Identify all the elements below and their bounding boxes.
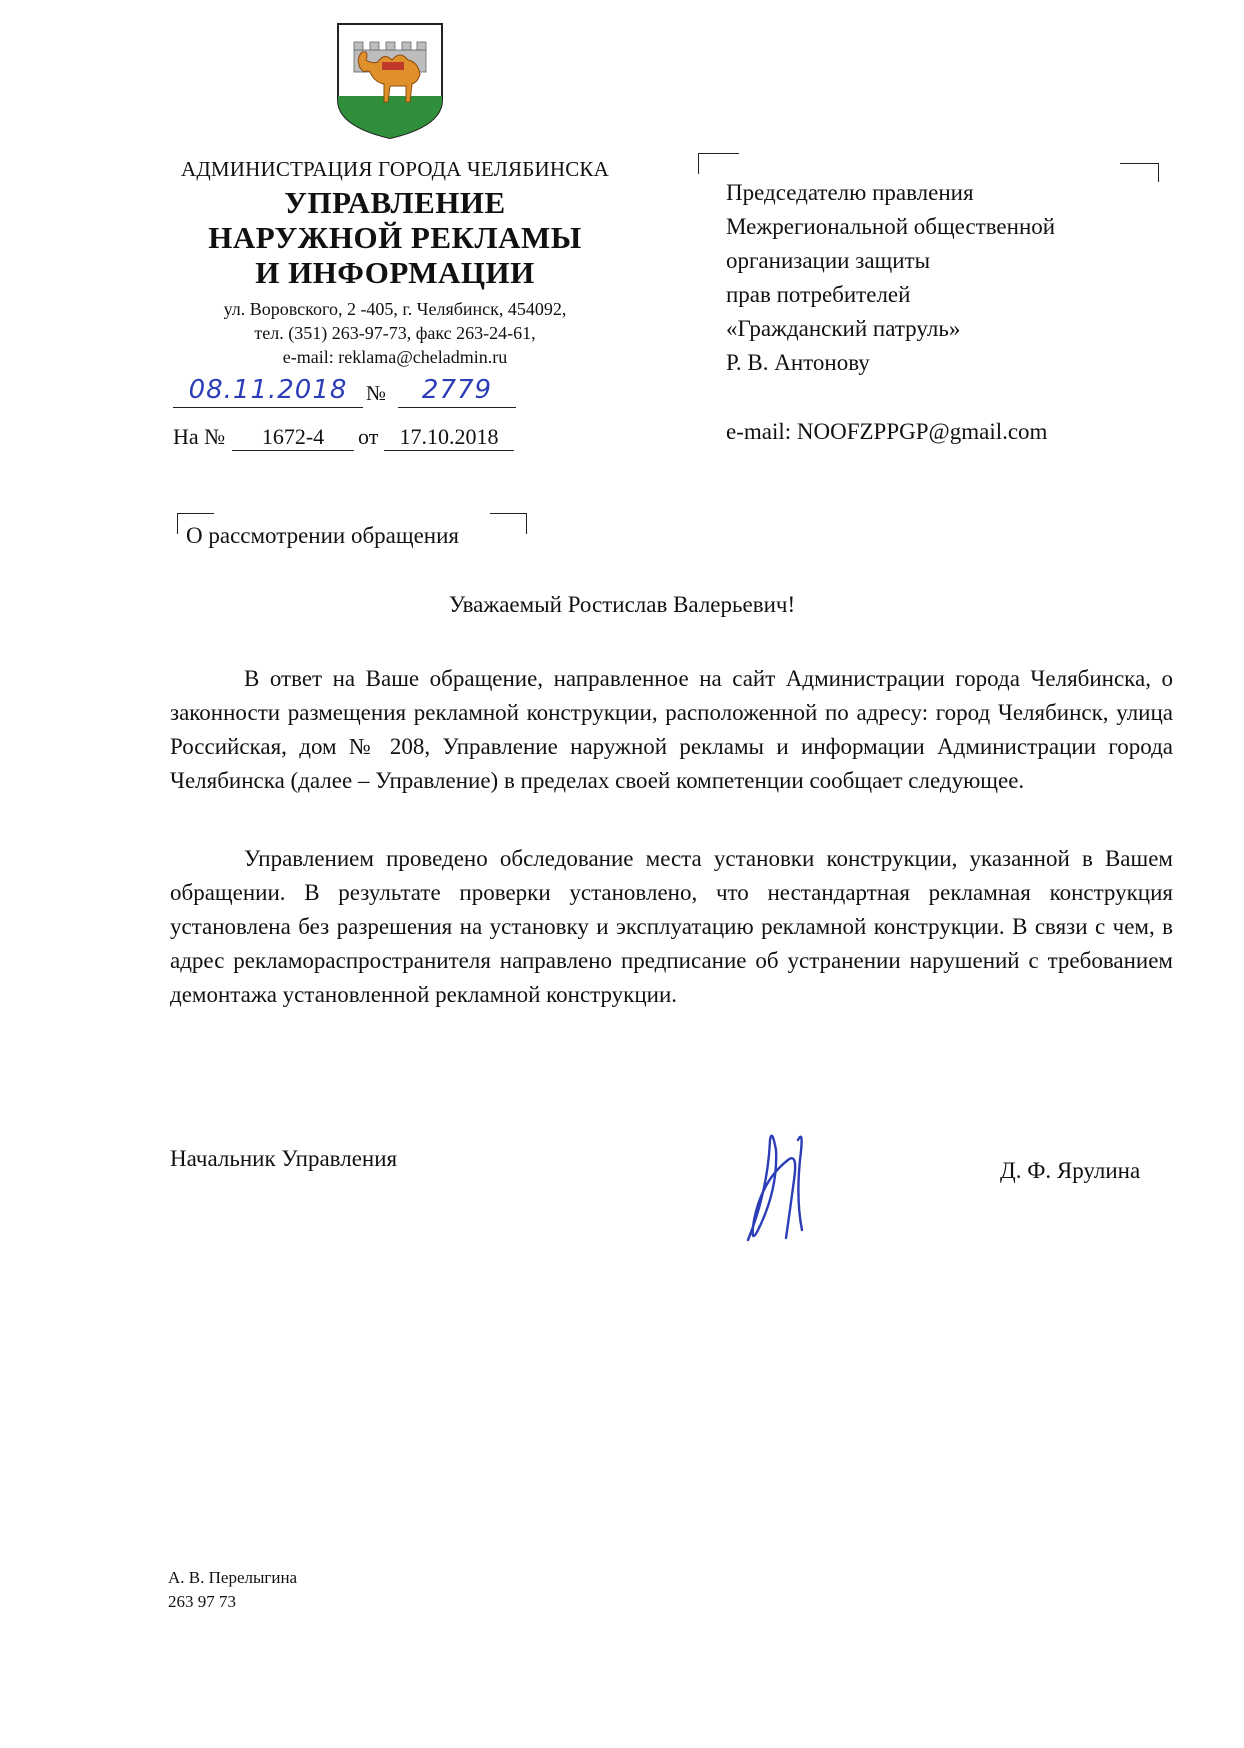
recipient-corner-mark-right <box>1120 163 1159 182</box>
letter-subject: О рассмотрении обращения <box>186 523 459 548</box>
recipient-email: e-mail: NOOFZPPGP@gmail.com <box>726 419 1048 444</box>
recipient-name: Р. В. Антонову <box>726 350 870 375</box>
executor-info <box>168 1566 297 1614</box>
department-name-line-3: И ИНФОРМАЦИИ <box>255 255 535 290</box>
address-line: ул. Воровского, 2 -405, г. Челябинск, 454092, <box>223 299 567 319</box>
body-paragraph: Управлением проведено обследование места установки конструкции, указанной в Вашем обращении. В результате проверки установлено, что нестандартная рекламная конструкция установлена без разрешения на установку и эксплуатацию рекламной конструкции. В связи с чем, в адрес рекламораспространителя направлено предписание об устранении нарушений с требованием демонтажа установленной рекламной конструкции. <box>170 846 1173 1007</box>
signatory-position: Начальник Управления <box>170 1146 398 1171</box>
reference-number-label: На № <box>173 424 226 449</box>
reference-date-label: от <box>358 424 379 449</box>
signatory-name: Д. Ф. Ярулина <box>1000 1158 1141 1183</box>
phone-fax-line: тел. (351) 263-97-73, факс 263-24-61, <box>254 323 536 343</box>
recipient-line: Межрегиональной общественной <box>726 214 1056 239</box>
recipient-line: «Гражданский патруль» <box>726 316 961 341</box>
reference-date: 17.10.2018 <box>384 424 514 451</box>
handwritten-signature <box>728 1120 818 1248</box>
administration-name: АДМИНИСТРАЦИЯ ГОРОДА ЧЕЛЯБИНСКА <box>180 157 610 181</box>
salutation: Уважаемый Ростислав Валерьевич! <box>448 592 796 617</box>
recipient-line: прав потребителей <box>726 282 911 307</box>
registration-number-label: № <box>366 381 387 405</box>
recipient-corner-mark-left <box>698 153 739 174</box>
reference-number: 1672-4 <box>232 424 354 451</box>
recipient-line: Председателю правления <box>726 180 974 205</box>
executor-name: А. В. Перелыгина <box>168 1568 298 1587</box>
coat-of-arms-emblem <box>334 22 446 140</box>
registration-number: 2779 <box>398 373 516 408</box>
registration-date: 08.11.2018 <box>173 373 363 408</box>
recipient-line: организации защиты <box>726 248 931 273</box>
department-name-line-2: НАРУЖНОЙ РЕКЛАМЫ <box>208 220 582 255</box>
department-name-line-1: УПРАВЛЕНИЕ <box>284 185 506 220</box>
body-paragraph: В ответ на Ваше обращение, направленное на сайт Администрации города Челябинска, о законности размещения рекламной конструкции, расположенной по адресу: город Челябинск, улица Российская, дом № 208, Управление наружной рекламы и информации Администрации города Челябинска (далее – Управление) в пределах своей компетенции сообщает следующее. <box>170 666 1173 793</box>
executor-phone: 263 97 73 <box>168 1592 236 1611</box>
department-email-line: e-mail: reklama@cheladmin.ru <box>282 347 508 367</box>
subject-corner-mark-right <box>490 513 527 534</box>
